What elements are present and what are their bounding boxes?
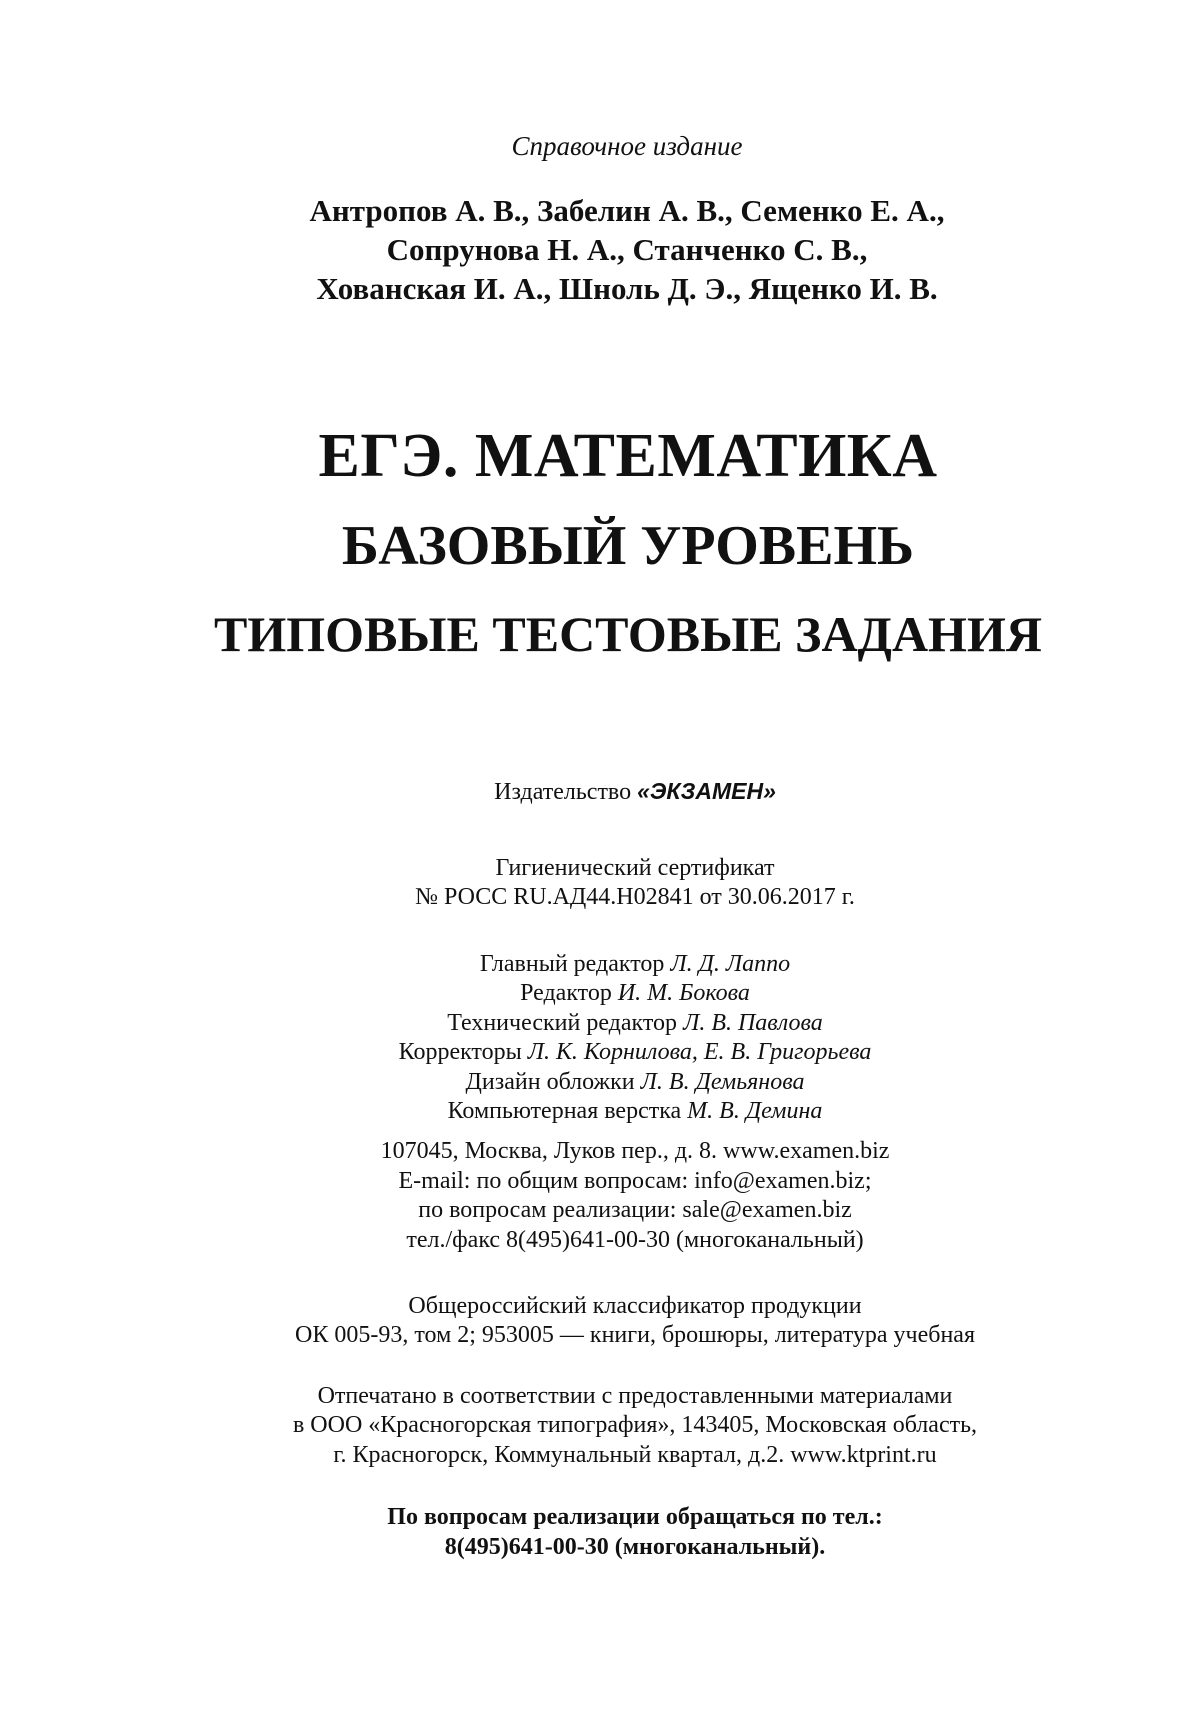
email-sales: по вопросам реализации: sale@examen.biz	[418, 1197, 852, 1223]
book-level: БАЗОВЫЙ УРОВЕНЬ	[341, 515, 915, 577]
proofreaders	[0, 1040, 1204, 1064]
layout-designer	[0, 1099, 1204, 1123]
editor-role: Компьютерная верстка	[447, 1098, 688, 1124]
editor-name: Л. К. Корнилова, Е. В. Григорьева	[527, 1039, 872, 1065]
authors-line-3: Хованская И. А., Шноль Д. Э., Ященко И. В.	[316, 271, 938, 306]
publisher-line	[0, 780, 1204, 804]
publisher-label: Издательство	[494, 779, 638, 805]
editor-name: Л. В. Демьянова	[640, 1069, 805, 1095]
printing-line-3: г. Красногорск, Коммунальный квартал, д.2. www.ktprint.ru	[333, 1442, 937, 1468]
editor-role: Технический редактор	[447, 1010, 684, 1036]
editor-name: Л. Д. Лаппо	[670, 951, 791, 977]
classifier-code: ОК 005-93, том 2; 953005 — книги, брошюры, литература учебная	[295, 1322, 975, 1348]
editor-role: Дизайн обложки	[465, 1069, 641, 1095]
editor-name: М. В. Демина	[687, 1098, 823, 1124]
reference-label: Справочное издание	[511, 131, 743, 161]
printing-line-2: в ООО «Красногорская типография», 143405, Московская область,	[292, 1412, 978, 1438]
sales-contact-line-2: 8(495)641-00-30 (многоканальный).	[444, 1534, 826, 1560]
classifier-title: Общероссийский классификатор продукции	[408, 1293, 862, 1319]
email-general: E-mail: по общим вопросам: info@examen.biz;	[398, 1168, 872, 1194]
editor-chief	[0, 952, 1204, 976]
authors-line-2: Сопрунова Н. А., Станченко С. В.,	[386, 232, 868, 267]
authors-line-1: Антропов А. В., Забелин А. В., Семенко Е. А.,	[309, 193, 945, 228]
editor-name: Л. В. Павлова	[683, 1010, 823, 1036]
certificate-number: № РОСС RU.АД44.Н02841 от 30.06.2017 г.	[415, 884, 855, 910]
editor-technical	[0, 1011, 1204, 1035]
editor-role: Корректоры	[398, 1039, 528, 1065]
publisher-name: «ЭКЗАМЕН»	[637, 778, 776, 804]
book-subtitle: ТИПОВЫЕ ТЕСТОВЫЕ ЗАДАНИЯ	[214, 606, 1042, 662]
editor-role: Редактор	[520, 980, 618, 1006]
editor-name: И. М. Бокова	[617, 980, 750, 1006]
cover-design	[0, 1070, 1204, 1094]
printing-line-1: Отпечатано в соответствии с предоставленными материалами	[317, 1383, 953, 1409]
sales-contact-line-1: По вопросам реализации обращаться по тел.:	[387, 1504, 883, 1530]
address-line: 107045, Москва, Луков пер., д. 8. www.examen.biz	[380, 1138, 890, 1164]
phone-fax: тел./факс 8(495)641-00-30 (многоканальный)	[406, 1227, 864, 1253]
certificate-title: Гигиенический сертификат	[495, 855, 775, 881]
editor-role: Главный редактор	[479, 951, 671, 977]
editor	[0, 981, 1204, 1005]
book-title: ЕГЭ. МАТЕМАТИКА	[318, 422, 938, 490]
